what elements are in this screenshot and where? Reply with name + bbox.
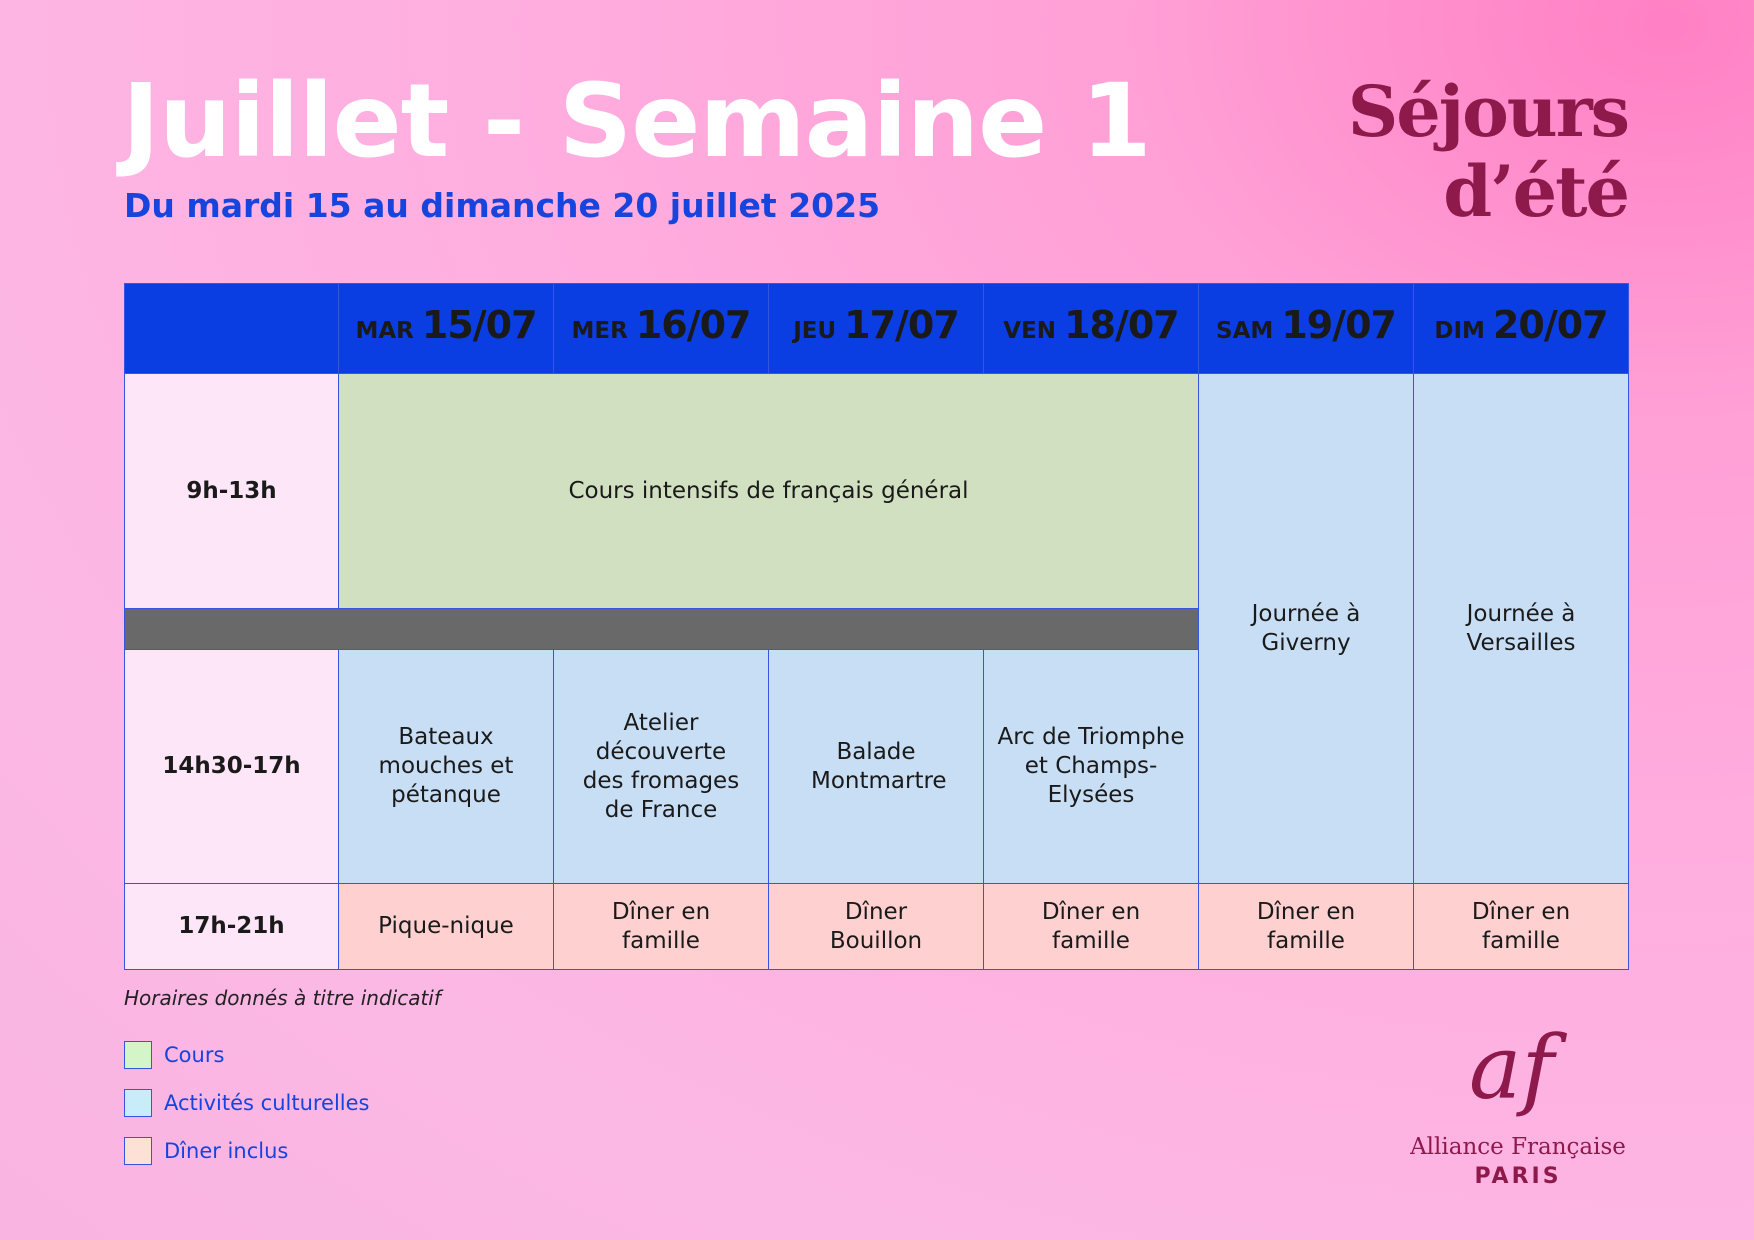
- sejours-brand-logo: [1298, 72, 1628, 232]
- svg-text:af: af: [1469, 1018, 1555, 1119]
- saturday-excursion-cell: Journée à Giverny: [1199, 374, 1414, 884]
- dinner-cell: Dîner en famille: [1414, 884, 1629, 970]
- day-header-thu: JEU 17/07: [769, 284, 984, 374]
- activity-cell: Balade Montmartre: [769, 650, 984, 884]
- legend: [124, 1040, 370, 1184]
- dinner-cell: Dîner Bouillon: [769, 884, 984, 970]
- sunday-excursion-cell: Journée à Versailles: [1414, 374, 1629, 884]
- legend-item-cultural: Activités culturelles: [124, 1088, 370, 1118]
- course-cell: Cours intensifs de français général: [339, 374, 1199, 609]
- legend-swatch: [124, 1041, 152, 1069]
- time-slot-afternoon: 14h30-17h: [125, 650, 339, 884]
- page-subtitle: Du mardi 15 au dimanche 20 juillet 2025: [124, 186, 881, 225]
- brand-line-2: d’été: [1443, 150, 1628, 233]
- brand-line-1: Séjours: [1347, 70, 1628, 153]
- af-monogram-icon: [1463, 1018, 1573, 1130]
- dinner-cell: Dîner en famille: [1199, 884, 1414, 970]
- weekly-schedule-table: [124, 283, 1629, 970]
- logo-name: Alliance Française: [1410, 1134, 1626, 1160]
- time-slot-morning: 9h-13h: [125, 374, 339, 609]
- time-slot-evening: 17h-21h: [125, 884, 339, 970]
- day-header-tue: MAR 15/07: [339, 284, 554, 374]
- legend-item-dinner: Dîner inclus: [124, 1136, 370, 1166]
- page-title: Juillet - Semaine 1: [122, 62, 1151, 181]
- dinner-cell: Pique-nique: [339, 884, 554, 970]
- day-header-wed: MER 16/07: [554, 284, 769, 374]
- dinner-cell: Dîner en famille: [984, 884, 1199, 970]
- activity-cell: Atelier découverte des fromages de France: [554, 650, 769, 884]
- alliance-francaise-logo: [1408, 1018, 1628, 1189]
- day-header-row: [125, 284, 1629, 374]
- evening-row: [125, 884, 1629, 970]
- logo-city: PARIS: [1474, 1164, 1562, 1189]
- day-header-fri: VEN 18/07: [984, 284, 1199, 374]
- schedule-note: Horaires donnés à titre indicatif: [124, 986, 441, 1010]
- activity-cell: Arc de Triomphe et Champs-Elysées: [984, 650, 1199, 884]
- legend-swatch: [124, 1137, 152, 1165]
- day-header-sat: SAM 19/07: [1199, 284, 1414, 374]
- dinner-cell: Dîner en famille: [554, 884, 769, 970]
- legend-swatch: [124, 1089, 152, 1117]
- activity-cell: Bateaux mouches et pétanque: [339, 650, 554, 884]
- lunch-break-bar: [125, 609, 1199, 650]
- corner-cell: [125, 284, 339, 374]
- legend-item-courses: Cours: [124, 1040, 370, 1070]
- morning-row: [125, 374, 1629, 609]
- day-header-sun: DIM 20/07: [1414, 284, 1629, 374]
